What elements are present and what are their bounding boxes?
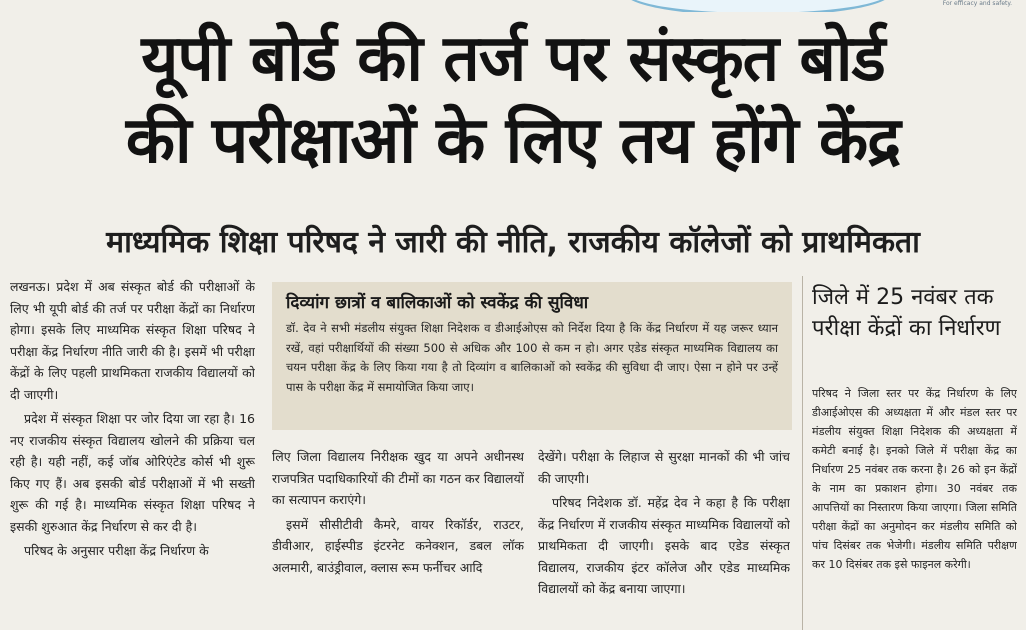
column2-paragraph: लिए जिला विद्यालय निरीक्षक खुद या अपने अधीनस्थ राजपत्रित पदाधिकारियों की टीमों का गठन कर विद्यालयों का सत्यापन कराएंगे।	[272, 449, 524, 507]
article-column-3	[538, 446, 790, 630]
headline-line-2: की परीक्षाओं के लिए तय होंगे केंद्र	[125, 104, 901, 178]
column-divider	[802, 276, 803, 630]
article-column-1	[10, 276, 255, 630]
column1-paragraph: परिषद के अनुसार परीक्षा केंद्र निर्धारण के	[24, 543, 209, 558]
sidebar-title: जिले में 25 नवंबर तक परीक्षा केंद्रों का निर्धारण	[812, 285, 1001, 341]
highlight-box	[272, 282, 792, 430]
column1-paragraph: लखनऊ। प्रदेश में अब संस्कृत बोर्ड की परीक्षाओं के लिए भी यूपी बोर्ड की तर्ज पर परीक्षा केंद्रों का निर्धारण होगा। इसके लिए माध्यमिक संस्कृत शिक्षा परिषद ने परीक्षा केंद्र निर्धारण नीति जारी की है। इसमें भी परीक्षा केंद्रों के लिए पहली प्राथमिकता राजकीय विद्यालयों को दी जाएगी।	[10, 279, 255, 402]
subheadline: माध्यमिक शिक्षा परिषद ने जारी की नीति, राजकीय कॉलेजों को प्राथमिकता	[106, 225, 920, 260]
headline-line-1: यूपी बोर्ड की तर्ज पर संस्कृत बोर्ड	[141, 22, 885, 96]
highlight-box-title: दिव्यांग छात्रों व बालिकाओं को स्वकेंद्र की सुविधा	[286, 293, 589, 313]
sidebar-text: परिषद ने जिला स्तर पर केंद्र निर्धारण के लिए डीआईओएस की अध्यक्षता में और मंडल स्तर पर मंडलीय संयुक्त शिक्षा निदेशक की अध्यक्षता में कमेटी बनाई है। इनको जिले में परीक्षा केंद्र का निर्धारण 25 नवंबर तक करना है। 26 को इन केंद्रों के नाम का प्रकाशन होगा। 30 नवंबर तक आपत्तियों का निस्तारण किया जाएगा। जिला समिति परीक्षा केंद्रों का अनुमोदन कर मंडलीय समिति को पांच दिसंबर तक भेजेगी। मंडलीय समिति परीक्षण कर 10 दिसंबर तक इसे फाइनल करेगी।	[812, 387, 1017, 571]
column1-paragraph: प्रदेश में संस्कृत शिक्षा पर जोर दिया जा रहा है। 16 नए राजकीय संस्कृत विद्यालय खोलने की प्रक्रिया चल रही है। यही नहीं, कई जॉब ओरिएंटेड कोर्स भी शुरू किए गए हैं। अब इसकी बोर्ड परीक्षाओं में भी सख्ती शुरू की गई है। माध्यमिक संस्कृत शिक्षा परिषद ने इसकी शुरुआत केंद्र निर्धारण से कर दी है।	[10, 411, 255, 534]
column3-paragraph: देखेंगे। परीक्षा के लिहाज से सुरक्षा मानकों की भी जांच की जाएगी।	[538, 449, 790, 486]
ad-caption: For efficacy and safety.	[942, 0, 1012, 7]
ad-graphic	[625, 0, 891, 12]
top-ad-strip	[0, 0, 1026, 12]
article-column-2	[272, 446, 524, 630]
column3-paragraph: परिषद निदेशक डॉ. महेंद्र देव ने कहा है कि परीक्षा केंद्र निर्धारण में राजकीय संस्कृत माध्यमिक विद्यालयों को प्राथमिकता दी जाएगी। इसके बाद एडेड संस्कृत विद्यालय, राजकीय इंटर कॉलेज और एडेड माध्यमिक विद्यालयों को केंद्र बनाया जाएगा।	[538, 495, 790, 596]
column2-paragraph: इसमें सीसीटीवी कैमरे, वायर रिकॉर्डर, राउटर, डीवीआर, हाईस्पीड इंटरनेट कनेक्शन, डबल लॉक अलमारी, बाउंड्रीवाल, क्लास रूम फर्नीचर आदि	[272, 516, 524, 575]
highlight-box-text: डॉ. देव ने सभी मंडलीय संयुक्त शिक्षा निदेशक व डीआईओएस को निर्देश दिया है कि केंद्र निर्धारण में यह जरूर ध्यान रखें, वहां परीक्षार्थियों की संख्या 500 से अधिक और 100 से कम न हो। अगर एडेड संस्कृत माध्यमिक विद्यालय का चयन परीक्षा केंद्र के लिए किया गया है तो दिव्यांग व बालिकाओं को स्वकेंद्र की सुविधा दी जाए। ऐसा न होने पर उन्हें पास के परीक्षा केंद्र में समायोजित किया जाए।	[286, 321, 778, 394]
headline	[0, 18, 1026, 182]
